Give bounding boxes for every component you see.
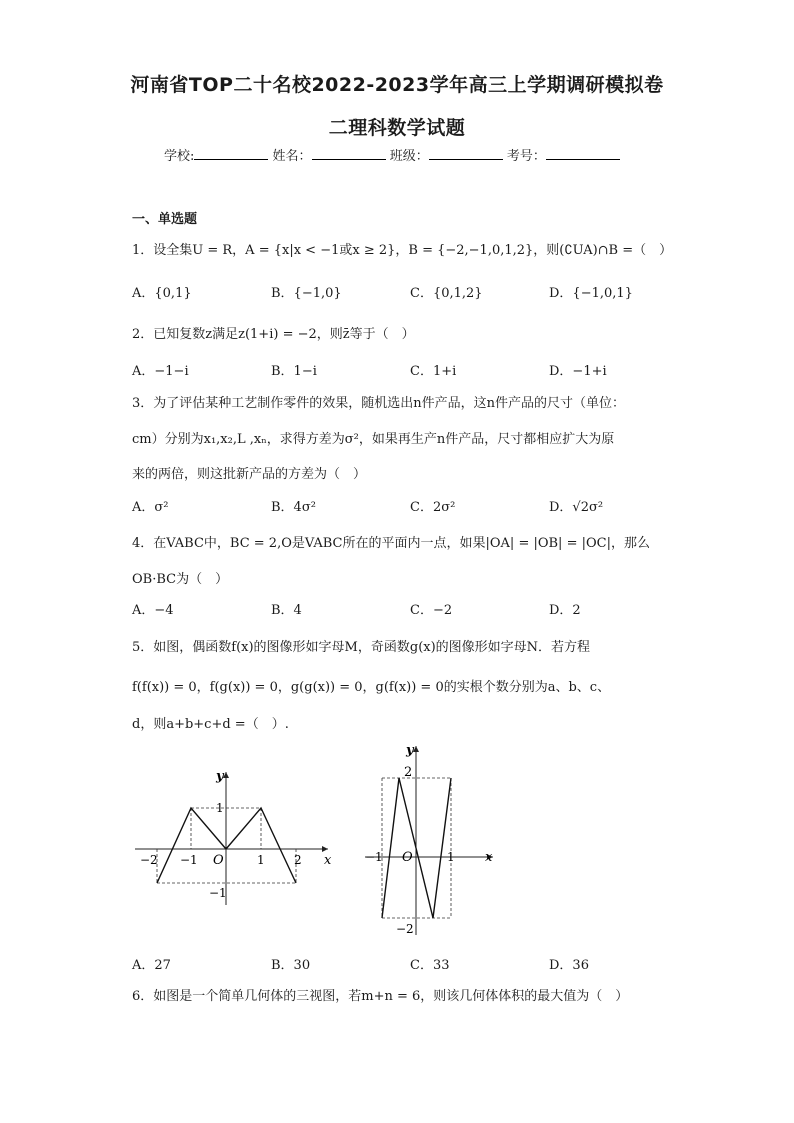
q3-option-d: D．√2σ² (549, 500, 604, 515)
question-5-line-1: 5．如图，偶函数f(x)的图像形如字母M，奇函数g(x)的图像形如字母N．若方程 (132, 640, 591, 655)
n-tick-neg1: −1 (365, 850, 383, 864)
q5-option-b: B．30 (271, 958, 311, 973)
class-blank (429, 147, 503, 160)
q1-option-a: A．{0,1} (132, 286, 192, 301)
school-label: 学校: (164, 149, 195, 164)
q4-option-c: C．−2 (410, 603, 453, 618)
question-4-line-2: OB·BC为（ ） (132, 572, 229, 587)
n-tick-1: 1 (447, 850, 455, 864)
graph-m-even-function (130, 760, 340, 910)
q1-option-c: C．{0,1,2} (410, 286, 483, 301)
q1-option-b: B．{−1,0} (271, 286, 342, 301)
q4-option-a: A．−4 (132, 603, 174, 618)
q2-option-a: A．−1−i (132, 364, 189, 379)
m-origin-label: O (213, 853, 224, 868)
n-origin-label: O (402, 850, 413, 865)
m-x-label: x (324, 853, 332, 868)
question-3-line-3: 来的两倍，则这批新产品的方差为（ ） (132, 467, 367, 482)
question-5-line-2: f(f(x)) = 0，f(g(x)) = 0，g(g(x)) = 0，g(f(x)) = 0的实根个数分别为a、b、c、 (132, 680, 611, 695)
q3-option-a: A．σ² (132, 500, 169, 515)
class-label: 班级： (389, 149, 429, 164)
m-y-label: y (216, 769, 224, 784)
question-5-line-3: d，则a+b+c+d =（ ）. (132, 717, 289, 732)
m-tick-neg2: −2 (140, 853, 158, 867)
question-6-stem: 6．如图是一个简单几何体的三视图，若m+n = 6，则该几何体体积的最大值为（ ） (132, 989, 629, 1004)
page-title: 河南省TOP二十名校2022-2023学年高三上学期调研模拟卷 (130, 74, 664, 96)
q5-option-c: C．33 (410, 958, 450, 973)
page-subtitle: 二理科数学试题 (328, 117, 466, 139)
n-tick-y2: 2 (404, 765, 413, 780)
question-2-stem: 2．已知复数z满足z(1+i) = −2，则z̄等于（ ） (132, 327, 415, 342)
q5-option-a: A．27 (132, 958, 171, 973)
m-tick-neg1: −1 (180, 853, 198, 867)
m-tick-y1: 1 (216, 801, 224, 815)
question-3-line-2: cm）分别为x₁,x₂,L ,xₙ，求得方差为σ²，如果再生产n件产品，尺寸都相应扩大为原 (132, 432, 615, 447)
section-heading: 一、单选题 (132, 212, 198, 227)
question-4-line-1: 4．在VABC中，BC = 2,O是VABC所在的平面内一点，如果|OA| = |OB| = |OC|，那么 (132, 536, 650, 551)
q2-option-c: C．1+i (410, 364, 457, 379)
q3-option-b: B．4σ² (271, 500, 316, 515)
n-y-label: y (406, 743, 414, 758)
name-label: 姓名： (272, 149, 312, 164)
q5-option-d: D．36 (549, 958, 589, 973)
m-tick-2: 2 (294, 853, 302, 867)
exam-number-label: 考号： (506, 149, 546, 164)
info-fields (164, 145, 620, 164)
n-tick-yneg2: −2 (396, 922, 414, 936)
q3-option-c: C．2σ² (410, 500, 456, 515)
q4-option-d: D．2 (549, 603, 581, 618)
q4-option-b: B．4 (271, 603, 302, 618)
q2-option-b: B．1−i (271, 364, 317, 379)
exam-number-blank (546, 147, 620, 160)
n-x-label: x (485, 850, 493, 865)
q1-option-d: D．{−1,0,1} (549, 286, 633, 301)
q2-option-d: D．−1+i (549, 364, 607, 379)
graph-n-odd-function (355, 740, 500, 940)
question-1-stem: 1．设全集U = R，A = {x|x < −1或x ≥ 2}，B = {−2,−1,0,1,2}，则(∁UA)∩B =（ ） (132, 243, 673, 258)
m-tick-yneg1: −1 (209, 886, 227, 900)
name-blank (312, 147, 386, 160)
question-3-line-1: 3．为了评估某种工艺制作零件的效果，随机选出n件产品，这n件产品的尺寸（单位： (132, 396, 626, 411)
m-tick-1: 1 (257, 853, 265, 867)
school-blank (194, 147, 268, 160)
